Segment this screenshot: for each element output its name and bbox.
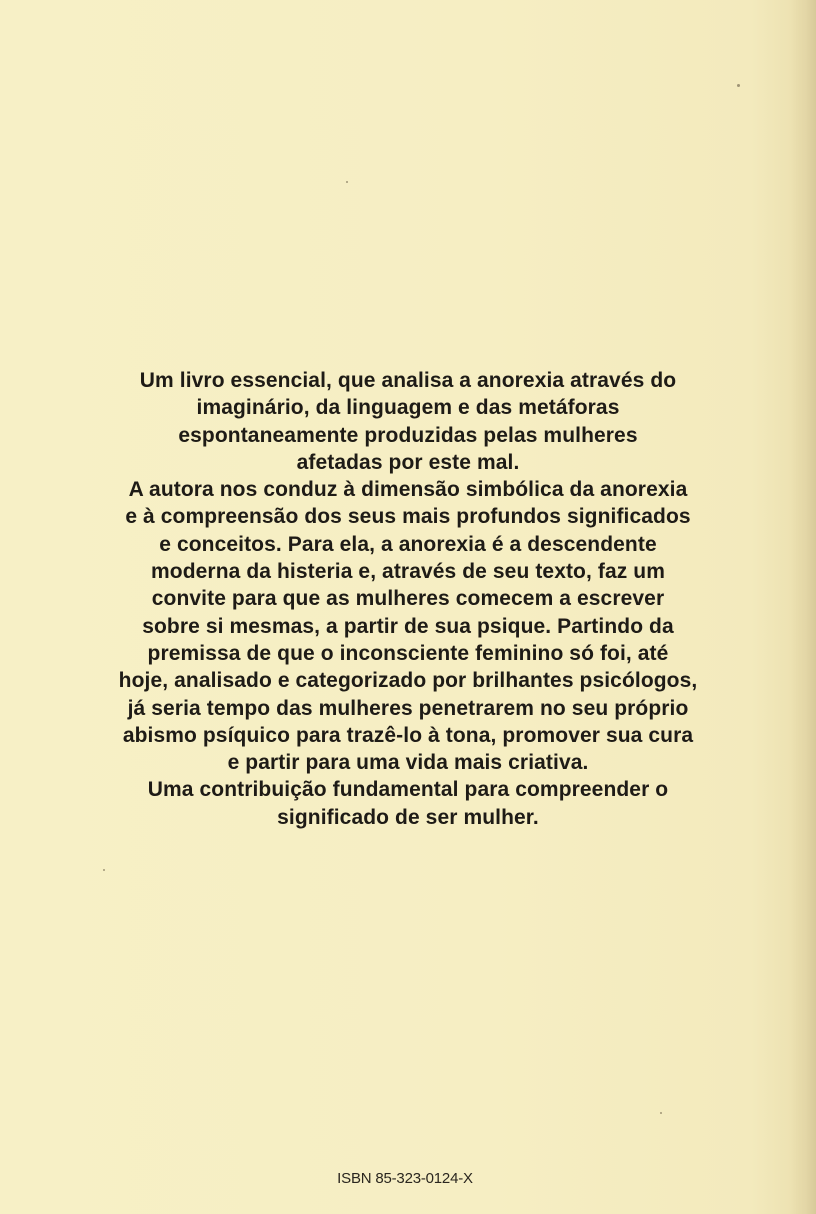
blurb-line: hoje, analisado e categorizado por brilhantes psicólogos,: [118, 669, 698, 693]
blurb-line: Uma contribuição fundamental para compreender o: [147, 778, 669, 802]
blurb-line: e à compreensão dos seus mais profundos significados: [125, 505, 691, 529]
blurb-line: já seria tempo das mulheres penetrarem no seu próprio: [127, 696, 689, 720]
blurb-line: Um livro essencial, que analisa a anorexia através do: [139, 369, 677, 392]
back-cover-blurb: [60, 367, 756, 831]
blurb-line: e partir para uma vida mais criativa.: [227, 751, 589, 775]
blurb-line: premissa de que o inconsciente feminino só foi, até: [147, 641, 669, 665]
blurb-line: significado de ser mulher.: [277, 805, 539, 829]
isbn-number: ISBN 85-323-0124-X: [337, 1170, 473, 1187]
paper-speck: [737, 84, 740, 87]
blurb-line: e conceitos. Para ela, a anorexia é a descendente: [159, 532, 657, 556]
paper-speck: [660, 1112, 662, 1114]
blurb-line: sobre si mesmas, a partir de sua psique. Partindo da: [142, 614, 674, 638]
blurb-line: A autora nos conduz à dimensão simbólica da anorexia: [128, 478, 688, 502]
paper-speck: [346, 181, 348, 183]
page-edge-shadow: [790, 0, 816, 1214]
paper-speck: [103, 869, 105, 871]
blurb-line: afetadas por este mal.: [296, 450, 520, 474]
blurb-line: convite para que as mulheres comecem a escrever: [151, 587, 665, 611]
blurb-line: abismo psíquico para trazê-lo à tona, promover sua cura: [122, 723, 694, 747]
blurb-line: imaginário, da linguagem e das metáforas: [196, 396, 620, 420]
blurb-line: espontaneamente produzidas pelas mulheres: [178, 423, 638, 447]
blurb-line: moderna da histeria e, através de seu texto, faz um: [151, 560, 665, 584]
